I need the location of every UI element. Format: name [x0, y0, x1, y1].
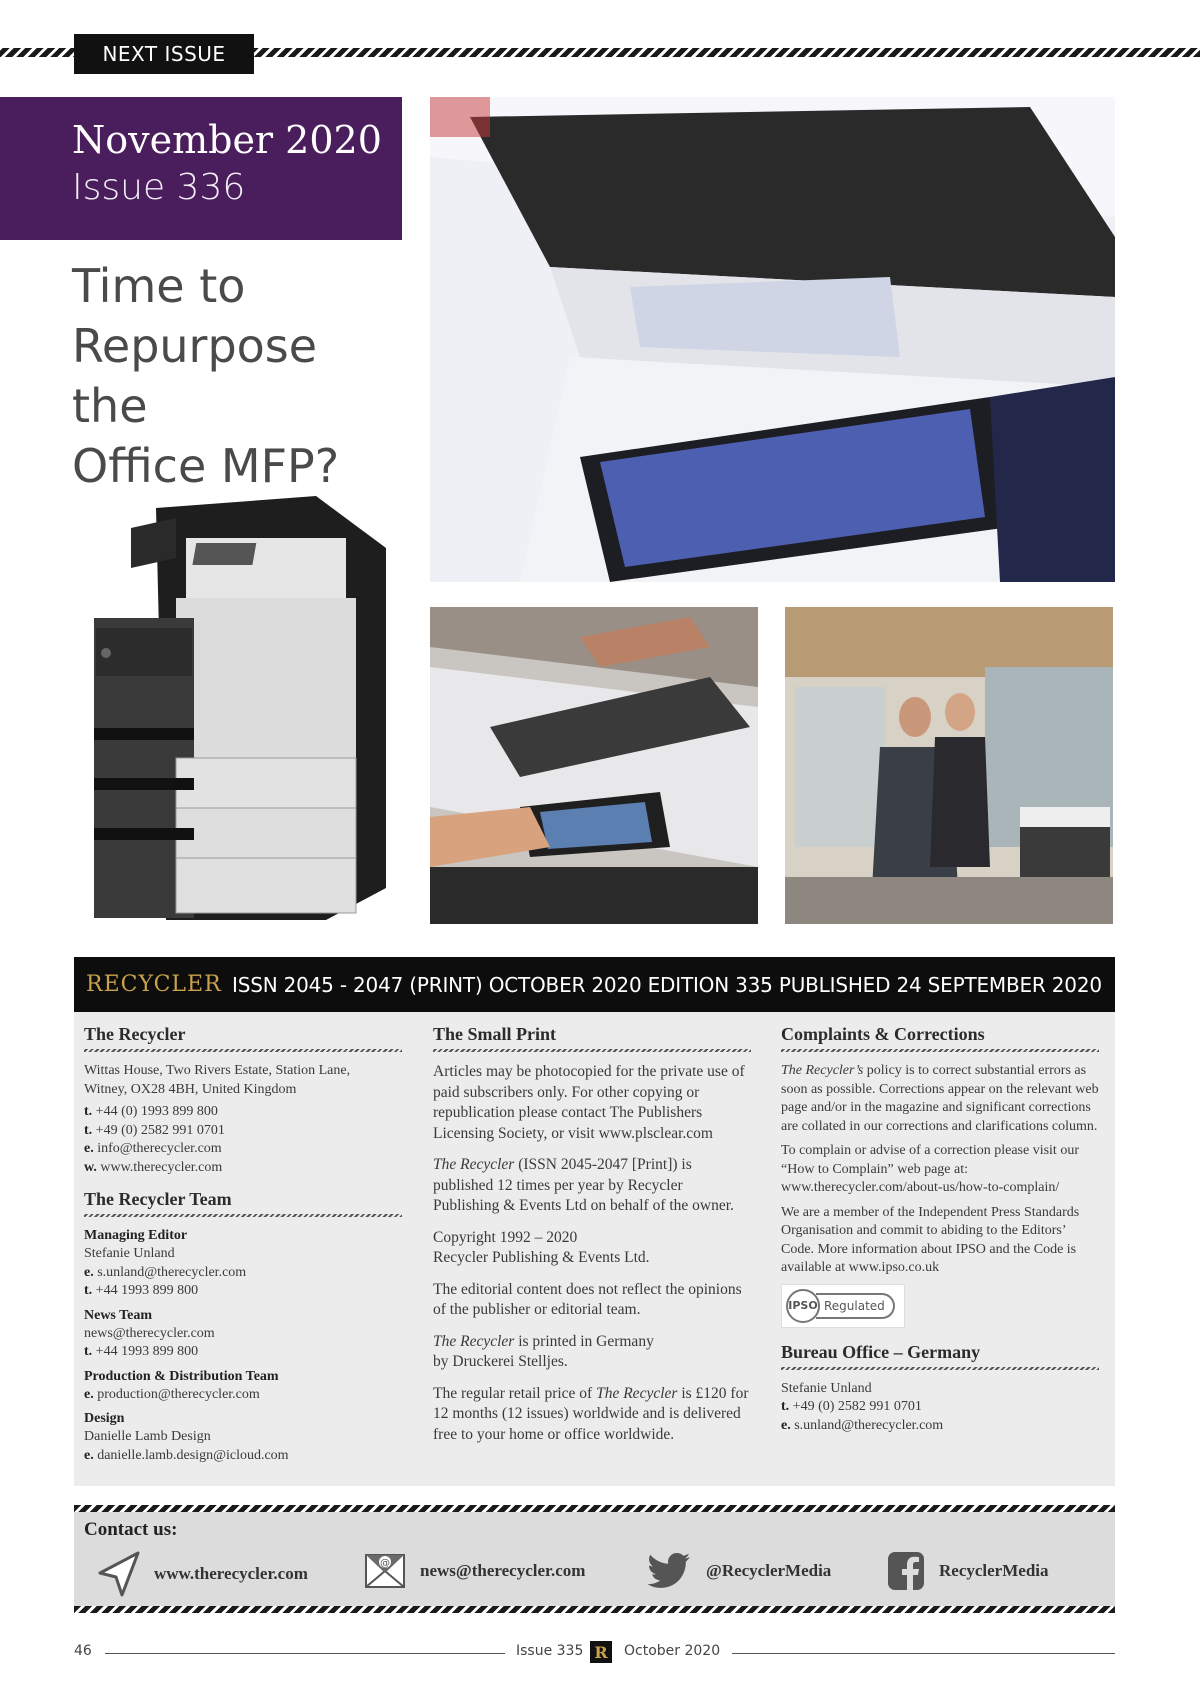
- contact-facebook[interactable]: [887, 1551, 1049, 1591]
- team-role: Managing Editor: [84, 1228, 188, 1243]
- masthead-panel: [74, 1012, 1115, 1486]
- small-print-paragraph: Articles may be photocopied for the private use of paid subscribers only. For other copying or republication please contact The Publishers Licensing Society, or visit www.plsclear.com: [433, 1063, 745, 1142]
- contact-twitter-handle[interactable]: @RecyclerMedia: [706, 1561, 832, 1580]
- email-line: e. danielle.lamb.design@icloud.com: [84, 1447, 289, 1463]
- logo-wordmark: RECYCLER: [86, 971, 222, 997]
- bureau-contact: [781, 1380, 1099, 1436]
- complaints-paragraph: To complain or advise of a correction please visit our “How to Complain” web page at: www.therecycler.com/about-us/how-to-complain/: [781, 1143, 1079, 1195]
- team-name: Stefanie Unland: [84, 1246, 175, 1261]
- email-line: e. s.unland@therecycler.com: [781, 1417, 944, 1433]
- phone-value: +44 1993 899 800: [95, 1283, 199, 1298]
- ipso-regulated-badge: [781, 1284, 905, 1328]
- issn-text: ISSN 2045 - 2047 (PRINT) OCTOBER 2020 EDITION 335 PUBLISHED 24 SEPTEMBER 2020: [232, 972, 1102, 997]
- contact-email[interactable]: [364, 1551, 585, 1591]
- contact-band: [74, 1505, 1115, 1613]
- headline-line: Repurpose the: [72, 319, 318, 433]
- team-role: Production & Distribution Team: [84, 1368, 279, 1384]
- issue-month: November 2020: [72, 118, 382, 162]
- phone-line: t. +49 (0) 2582 991 0701: [84, 1122, 225, 1138]
- mfp-product-image: [86, 488, 396, 920]
- email-link[interactable]: info@therecycler.com: [97, 1141, 222, 1156]
- phone-line: t. +49 (0) 2582 991 0701: [781, 1399, 922, 1414]
- contact-lines: [84, 1103, 402, 1177]
- complaints-paragraph: We are a member of the Independent Press Standards Organisation and commit to abiding to the Editors’ Code. More information about IPSO and the Code is available at www.ipso.co.uk: [781, 1204, 1080, 1275]
- email-link[interactable]: danielle.lamb.design@icloud.com: [97, 1447, 289, 1463]
- team-role: Design: [84, 1411, 125, 1426]
- phone-line: t. +44 (0) 1993 899 800: [84, 1104, 218, 1119]
- small-print-column: [433, 1024, 751, 1456]
- small-print-paragraph: The editorial content does not reflect the opinions of the publisher or editorial team.: [433, 1280, 742, 1318]
- page-number: 46: [74, 1643, 92, 1659]
- ipso-badge-label: Regulated: [816, 1293, 895, 1319]
- phone-line: t. +44 1993 899 800: [84, 1283, 199, 1298]
- contact-facebook-page[interactable]: RecyclerMedia: [939, 1561, 1049, 1580]
- contact-top-stripe: [74, 1505, 1115, 1512]
- column-heading: Complaints & Corrections: [781, 1024, 1099, 1052]
- footer-date: October 2020: [624, 1643, 721, 1659]
- contact-twitter[interactable]: [646, 1551, 831, 1591]
- small-print-paragraph: The Recycler is printed in Germany by Druckerei Stelljes.: [433, 1332, 654, 1370]
- next-issue-tab: NEXT ISSUE: [74, 34, 254, 74]
- recycler-logo: [74, 971, 224, 997]
- complaints-column: [781, 1024, 1099, 1435]
- web-link[interactable]: www.therecycler.com: [100, 1159, 223, 1175]
- email-link[interactable]: s.unland@therecycler.com: [97, 1264, 247, 1280]
- contact-web-link[interactable]: www.therecycler.com: [154, 1564, 308, 1583]
- small-print-paragraph: The regular retail price of The Recycler is £120 for 12 months (12 issues) worldwide and is delivered free to your home or office worldwide.: [433, 1384, 749, 1443]
- phone-value: +49 (0) 2582 991 0701: [95, 1122, 225, 1138]
- team-list: [84, 1227, 402, 1465]
- ipso-badge-mark: IPSO: [786, 1289, 820, 1323]
- bureau-name: Stefanie Unland: [781, 1380, 872, 1396]
- phone-value: +44 (0) 1993 899 800: [95, 1104, 218, 1119]
- contact-web[interactable]: [96, 1551, 308, 1597]
- issue-number: Issue 336: [72, 167, 246, 208]
- web-line: w. www.therecycler.com: [84, 1159, 223, 1175]
- complaints-paragraph: The Recycler’s policy is to correct substantial errors as soon as possible. Corrections appear on the relevant web page and/or in the magazine and significant corrections are collated in our corrections and clarifications column.: [781, 1063, 1099, 1134]
- email-link[interactable]: s.unland@therecycler.com: [794, 1417, 944, 1433]
- headline-line: Office MFP?: [72, 439, 340, 493]
- phone-value: +49 (0) 2582 991 0701: [792, 1399, 922, 1414]
- column-heading: Bureau Office – Germany: [781, 1342, 1099, 1370]
- column-heading: The Small Print: [433, 1024, 751, 1052]
- issn-bar: [74, 957, 1115, 1012]
- email-line: e. production@therecycler.com: [84, 1386, 260, 1402]
- twitter-bird-icon: [646, 1551, 692, 1591]
- address-line: Wittas House, Two Rivers Estate, Station Lane,: [84, 1063, 351, 1078]
- office-people-photo: [785, 607, 1113, 924]
- email-link[interactable]: production@therecycler.com: [97, 1386, 260, 1402]
- address: [84, 1062, 402, 1099]
- column-heading: The Recycler: [84, 1024, 402, 1052]
- footer-rule-right: [732, 1653, 1115, 1654]
- team-name: Danielle Lamb Design: [84, 1429, 211, 1444]
- contact-bottom-stripe: [74, 1606, 1115, 1613]
- contact-title: Contact us:: [84, 1519, 178, 1540]
- email-line: e. info@therecycler.com: [84, 1141, 222, 1156]
- headline-line: Time to: [72, 259, 246, 313]
- email-line: e. s.unland@therecycler.com: [84, 1264, 247, 1280]
- address-line: Witney, OX28 4BH, United Kingdom: [84, 1081, 297, 1097]
- envelope-icon: [364, 1551, 406, 1591]
- copier-touchscreen-photo: [430, 97, 1115, 582]
- facebook-icon: [887, 1551, 925, 1591]
- email-link[interactable]: news@therecycler.com: [84, 1325, 215, 1341]
- small-print-paragraph: The Recycler (ISSN 2045-2047 [Print]) is published 12 times per year by Recycler Publishing & Events Ltd on behalf of the owner.: [433, 1156, 734, 1214]
- recycler-contact-column: [84, 1024, 402, 1465]
- column-heading: The Recycler Team: [84, 1189, 402, 1217]
- svg-text:@: @: [380, 1558, 390, 1569]
- issue-banner: [0, 97, 402, 240]
- cursor-arrow-icon: [96, 1551, 140, 1597]
- copier-hand-photo: [430, 607, 758, 924]
- contact-email-link[interactable]: news@therecycler.com: [420, 1561, 586, 1580]
- team-role: News Team: [84, 1307, 153, 1323]
- footer-rule-left: [105, 1653, 505, 1654]
- article-headline: [72, 256, 392, 496]
- phone-value: +44 1993 899 800: [95, 1344, 199, 1359]
- footer-logo-mark: R: [590, 1641, 612, 1663]
- footer-issue: Issue 335: [516, 1643, 584, 1659]
- small-print-paragraph: Copyright 1992 – 2020 Recycler Publishing & Events Ltd.: [433, 1228, 650, 1266]
- phone-line: t. +44 1993 899 800: [84, 1344, 199, 1359]
